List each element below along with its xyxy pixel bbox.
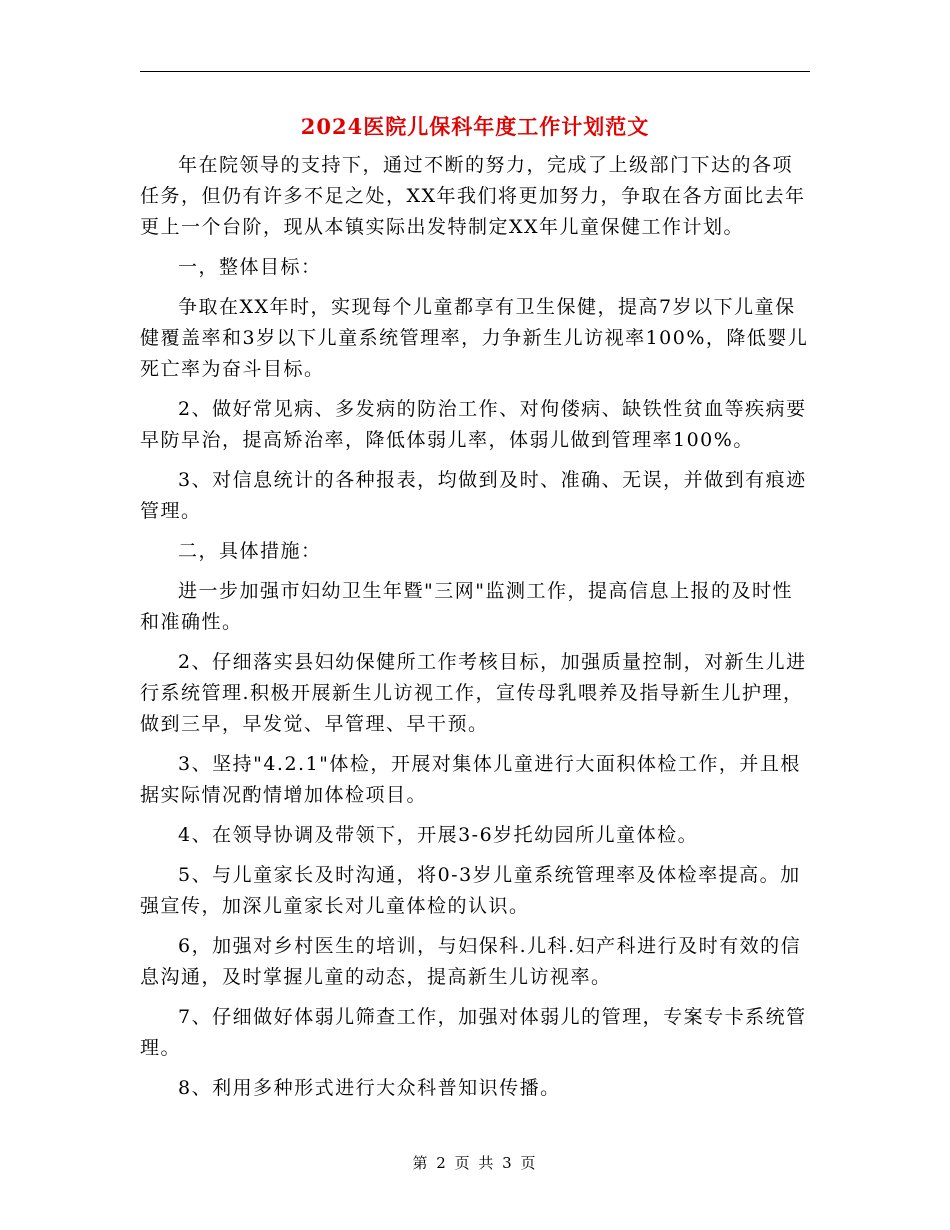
goal-paragraph-3: 3、对信息统计的各种报表，均做到及时、准确、无误，并做到有痕迹管理。 <box>140 469 807 522</box>
goal-paragraph-1: 争取在XX年时，实现每个儿童都享有卫生保健，提高7岁以下儿童保健覆盖率和3岁以下儿童系统管理率，力争新生儿访视率100%，降低婴儿死亡率为奋斗目标。 <box>140 296 809 380</box>
document-title: 2024医院儿保科年度工作计划范文 <box>300 114 650 139</box>
measure-paragraph-2: 2、仔细落实县妇幼保健所工作考核目标，加强质量控制，对新生儿进行系统管理.积极开展新生儿访视工作，宣传母乳喂养及指导新生儿护理，做到三早，早发觉、早管理、早干预。 <box>140 651 807 735</box>
section-heading-overall-goals: 一，整体目标： <box>178 256 322 278</box>
measure-paragraph-8: 8、利用多种形式进行大众科普知识传播。 <box>178 1077 561 1099</box>
header-rule <box>140 71 810 72</box>
intro-paragraph: 年在院领导的支持下，通过不断的努力，完成了上级部门下达的各项任务，但仍有许多不足之处，XX年我们将更加努力，争取在各方面比去年更上一个台阶，现从本镇实际出发特制定XX年儿童保健工作计划。 <box>140 154 806 238</box>
document-body <box>140 150 810 1113</box>
measure-paragraph-5: 5、与儿童家长及时沟通，将0-3岁儿童系统管理率及体检率提高。加强宣传，加深儿童家长对儿童体检的认识。 <box>140 864 801 917</box>
measure-paragraph-6: 6，加强对乡村医生的培训，与妇保科.儿科.妇产科进行及时有效的信息沟通，及时掌握儿童的动态，提高新生儿访视率。 <box>140 935 802 988</box>
measure-paragraph-4: 4、在领导协调及带领下，开展3-6岁托幼园所儿童体检。 <box>178 824 699 846</box>
measure-paragraph-7: 7、仔细做好体弱儿筛查工作，加强对体弱儿的管理，专案专卡系统管理。 <box>140 1006 807 1059</box>
page-number-footer: 第 2 页 共 3 页 <box>412 1154 538 1172</box>
section-heading-measures: 二，具体措施： <box>178 540 322 562</box>
goal-paragraph-2: 2、做好常见病、多发病的防治工作、对佝偻病、缺铁性贫血等疾病要早防早治，提高矫治率，降低体弱儿率，体弱儿做到管理率100%。 <box>140 398 807 451</box>
measure-paragraph-3: 3、坚持"4.2.1"体检，开展对集体儿童进行大面积体检工作，并且根据实际情况酌情增加体检项目。 <box>140 753 801 806</box>
measure-paragraph-1: 进一步加强市妇幼卫生年暨"三网"监测工作，提高信息上报的及时性和准确性。 <box>140 580 793 633</box>
